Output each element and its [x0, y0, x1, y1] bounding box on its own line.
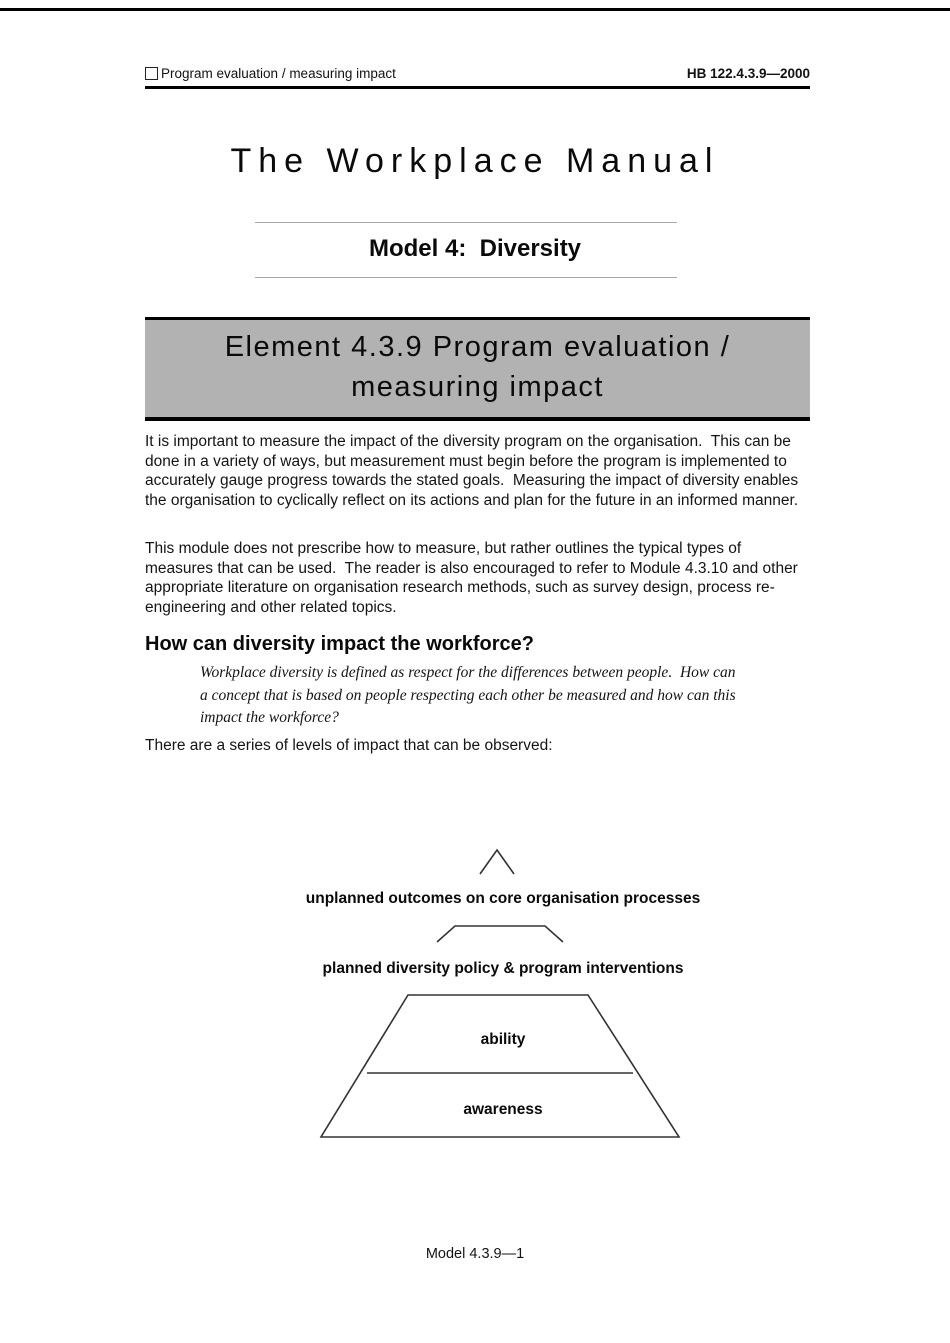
- paragraph-2: This module does not prescribe how to measure, but rather outlines the typical types of measures that can be used. The reader is also encouraged to refer to Module 4.3.10 and other appropriate literature on organisation research methods, such as survey design, process re-engineering and other related topics.: [145, 540, 803, 616]
- header-right-text: HB 122.4.3.9—2000: [686, 66, 810, 81]
- header-rule: [145, 86, 810, 89]
- banner-line-2: measuring impact: [351, 371, 604, 403]
- italic-quote: Workplace diversity is defined as respect for the differences between people. How can a concept that is based on people respecting each other be measured and how can this impact the workforce?: [200, 664, 740, 726]
- label-ability: ability: [480, 1031, 526, 1048]
- banner-line-1: Element 4.3.9 Program evaluation /: [224, 331, 731, 363]
- subtitle-rule-top: [255, 222, 677, 223]
- subtitle-rule-bottom: [255, 277, 677, 278]
- paragraph-1: It is important to measure the impact of the diversity program on the organisation. This can be done in a variety of ways, but measurement must begin before the program is implemented to accurately gauge progress towards the stated goals. Measuring the impact of diversity enables the organisation to cyclically reflect on its actions and plan for the future in an informed manner.: [145, 433, 803, 509]
- document-subtitle: Model 4: Diversity: [368, 235, 582, 262]
- pyramid-middle-band: [437, 926, 563, 942]
- pyramid-diagram: [0, 830, 950, 1160]
- label-planned-interventions: planned diversity policy & program interventions: [322, 960, 684, 977]
- header-left-text: Program evaluation / measuring impact: [161, 66, 396, 81]
- label-awareness: awareness: [463, 1101, 543, 1118]
- header-left: [145, 66, 396, 81]
- document-title: The Workplace Manual: [230, 142, 720, 180]
- element-banner: [145, 317, 810, 421]
- section-heading: How can diversity impact the workforce?: [145, 633, 534, 655]
- checkbox-icon: [145, 67, 158, 80]
- lead-sentence: There are a series of levels of impact that can be observed:: [145, 737, 553, 754]
- pyramid-apex: [480, 850, 514, 874]
- page-footer: Model 4.3.9—1: [425, 1246, 525, 1262]
- page-top-rule: [0, 8, 950, 11]
- label-unplanned-outcomes: unplanned outcomes on core organisation processes: [305, 890, 701, 907]
